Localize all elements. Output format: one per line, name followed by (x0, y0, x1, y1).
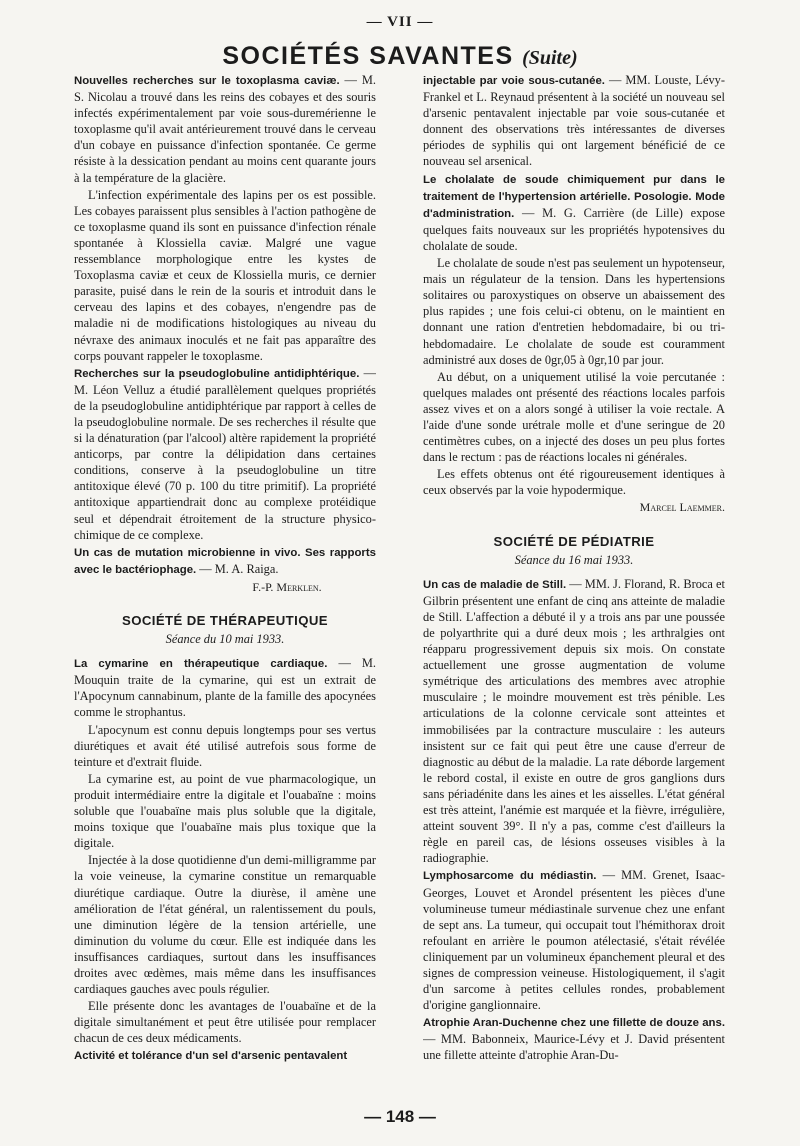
paragraph: L'apocynum est connu depuis longtemps pour ses vertus diurétiques et avait été utilisé autrefois sous forme de teinture et d'extrait fluide. (74, 722, 376, 769)
roman-folio: — VII — (366, 14, 434, 30)
section-title-pediatrie: SOCIÉTÉ DE PÉDIATRIE (493, 533, 655, 549)
article-aran-duchenne (423, 1014, 725, 1063)
article-lead: injectable par voie sous-cutanée. (423, 75, 605, 87)
masthead-main: SOCIÉTÉS SAVANTES (222, 42, 514, 70)
section-date-pediatrie: Séance du 16 mai 1933. (514, 552, 634, 567)
article-text: — MM. Babonneix, Maurice-Lévy et J. David présentent une fillette atteinte d'atrophie Aran-Du- (423, 1032, 725, 1063)
article-text: — MM. Louste, Lévy-Frankel et L. Reynaud présentent à la société un nouveau sel d'arsenic pentavalent injectable par voie sous-cutanée et donnent des observations très intéressantes de diverses périodes de syphilis qui ont largement bénéficié de ce nouveau sel arsenical. (423, 73, 725, 169)
article-lymphosarcome (423, 867, 725, 1013)
article-lead: Un cas de mutation microbienne in vivo. Ses rapports avec le bactériophage. (74, 546, 376, 576)
article-text: — M. S. Nicolau a trouvé dans les reins des cobayes et des souris infectés expérimentalement par voie sous-duremérienne le toxoplasme qu'il avait antérieurement trouvé dans le cerveau d'un cobaye en puissance d'infection spontanée. Ce germe résiste à la dessication pendant au moins cent quarante jours à la température de la glacière. (74, 73, 376, 185)
article-lead: Recherches sur la pseudoglobuline antidiphtérique. (74, 367, 360, 380)
masthead-suite: (Suite) (522, 47, 578, 69)
article-toxoplasma (74, 72, 376, 186)
article-arsenic-lead (74, 1047, 376, 1064)
article-arsenic (423, 72, 725, 170)
page-number: — 148 — (364, 1107, 436, 1126)
article-mutation (74, 544, 376, 578)
article-text: — M. A. Raiga. (196, 561, 279, 576)
paragraph: Injectée à la dose quotidienne d'un demi-milligramme par la voie veineuse, la cymarine constitue un remarquable diurétique cardiaque. Outre la diurèse, il amène une amélioration de l'état général, un ralentissement du pouls, une diminution légère de la tension artérielle, une diminution du volume du cœur. Elle est indiquée dans les insuffisances cardiaques, surtout dans les insuffisances droites avec œdèmes, mais même dans les insuffisances cardiaques gauches avec pouls régulier. (74, 853, 376, 997)
article-lead: Lymphosarcome du médiastin. (423, 870, 597, 883)
article-still (423, 576, 725, 867)
section-date-therapeutique: Séance du 10 mai 1933. (165, 632, 285, 647)
article-lead: Activité et tolérance d'un sel d'arsenic pentavalent (74, 1050, 348, 1063)
left-column (74, 72, 376, 1102)
right-column (423, 72, 725, 1102)
article-text: — M. Mouquin traite de la cymarine, qui est un extrait de l'Apocynum cannabinum, plante de la famille des apocynées comme le strophantus. (74, 656, 376, 720)
signature-laemmer: Marcel Laemmer. (639, 500, 725, 515)
article-cholalate (423, 171, 725, 254)
signature-merklen: F.-P. Merklen. (252, 579, 322, 594)
paragraph: Au début, on a uniquement utilisé la voie percutanée : quelques malades ont présenté des réactions locales parfois assez vives et on a alors songé à utiliser la voie rectale. A l'aide d'une sonde urétrale molle et d'une seringue de 20 centimètres cubes, on a injecté des doses un peu plus fortes dans le rectum : pas de réactions locales ni générales. (423, 369, 725, 465)
paragraph: Le cholalate de soude n'est pas seulement un hypotenseur, mais un régulateur de la tension. Dans les hypertensions solitaires ou paroxystiques on observe un abaissement des plus rapides ; une fois celui-ci obtenu, on le maintient en donnant une ration d'entretien hebdomadaire, bi ou tri-hebdomadaire. Le cholalate de soude est couramment administré aux doses de 0gr,05 à 0gr,10 par jour. (423, 256, 725, 367)
article-lead: Nouvelles recherches sur le toxoplasma caviæ. (74, 75, 340, 87)
article-lead: La cymarine en thérapeutique cardiaque. (74, 658, 328, 671)
section-title-therapeutique: SOCIÉTÉ DE THÉRAPEUTIQUE (122, 613, 328, 628)
paragraph: L'infection expérimentale des lapins per os est possible. Les cobayes paraissent plus sensibles à l'action pathogène de ce toxoplasme quand ils sont en puissance d'infection rénale spontanée à Klossiella caviæ. Malgré une vague ressemblance morphologique entre les kystes de Toxoplasma caviæ et ceux de Klossiella muris, ce dernier parasite, puisé dans le rein de la souris et introduit dans le cerveau des lapins et des cobayes, n'engendre pas de maladie ni de modifications histologiques au niveau du névraxe des animaux inoculés et ne fait pas apparaître des corps pouvant rappeler le toxoplasme. (74, 187, 376, 363)
article-lead: Un cas de maladie de Still. (423, 578, 567, 591)
article-cymarine (74, 655, 376, 720)
article-text: — MM. Grenet, Isaac-Georges, Louvet et Arondel présentent les pièces d'une volumineuse tumeur médiastinale survenue chez une enfant de sept ans. La tumeur, qui occupait tout l'hémithorax droit refoulant en arrière le poumon atélectasié, s'était révélée cliniquement par un volumineux épanchement pleural et des signes de compression veineuse. Histologiquement, il s'agit d'un sarcome à petites cellules rondes, probablement d'origine ganglionnaire. (423, 868, 725, 1013)
article-lead: Atrophie Aran-Duchenne chez une fillette de douze ans. (423, 1017, 725, 1030)
paragraph: Les effets obtenus ont été rigoureusement identiques à ceux observés par la voie hypodermique. (423, 467, 725, 498)
paragraph: La cymarine est, au point de vue pharmacologique, un produit intermédiaire entre la digitale et l'ouabaïne : moins soluble que l'ouabaïne mais plus soluble que la digitale, moins toxique que l'ouabaïne mais plus toxique que la digitale. (74, 771, 376, 851)
article-text: — MM. J. Florand, R. Broca et Gilbrin présentent une enfant de cinq ans atteinte de maladie de Still. L'affection a débuté il y a trois ans par une poussée de polyarthrite qui a duré deux mois ; les arthralgies ont réapparu progressivement depuis six mois. On constate actuellement une grosse augmentation de volume symétrique des articulations des membres avec atrophie musculaire ; le moindre mouvement est très pénible. Les articulations de la colonne cervicale sont atteintes et immobilisées par la contracture musculaire : les auteurs insistent sur ce fait qui peut être une cause d'erreur de diagnostic au début de la maladie. La rate déborde largement le rebord costal, il existe en outre de gros ganglions durs sans périadénite dans les aines et les aisselles. L'état général est très atteint, l'anémie est marquée et la fièvre, irrégulière, atteint souvent 39°. Il n'y a pas, comme c'est d'ailleurs la règle en pareil cas, de lésions osseuses visibles à la radiographie. (423, 576, 725, 866)
article-pseudoglobuline (74, 365, 376, 543)
article-lead: Le cholalate de soude chimiquement pur dans le traitement de l'hypertension artérielle. Posologie. Mode d'administration. (423, 173, 725, 220)
article-text: — M. G. Carrière (de Lille) expose quelques faits nouveaux sur les propriétés hypotensives du cholalate de soude. (423, 205, 725, 253)
paragraph: Elle présente donc les avantages de l'ouabaïne et de la digitale simultanément et peut être utilisée pour remplacer chacun de ces deux médicaments. (74, 999, 376, 1046)
article-text: — M. Léon Velluz a étudié parallèlement quelques propriétés de la pseudoglobuline antidiphtérique par rapport à celles de la pseudoglobuline normale. De ses recherches il résulte que si la dénaturation (par l'alcool) altère rapidement la propriété anticorps, par contre la délipidation dans certaines conditions, conserve à la pseudoglobuline un titre antitoxique élevé (70 p. 100 du titre primitif). La propriété antitoxique appartiendrait donc au complexe protéidique seul et dépendrait étroitement de la structure physico-chimique de ce complexe. (74, 365, 376, 542)
masthead-title (0, 42, 800, 71)
